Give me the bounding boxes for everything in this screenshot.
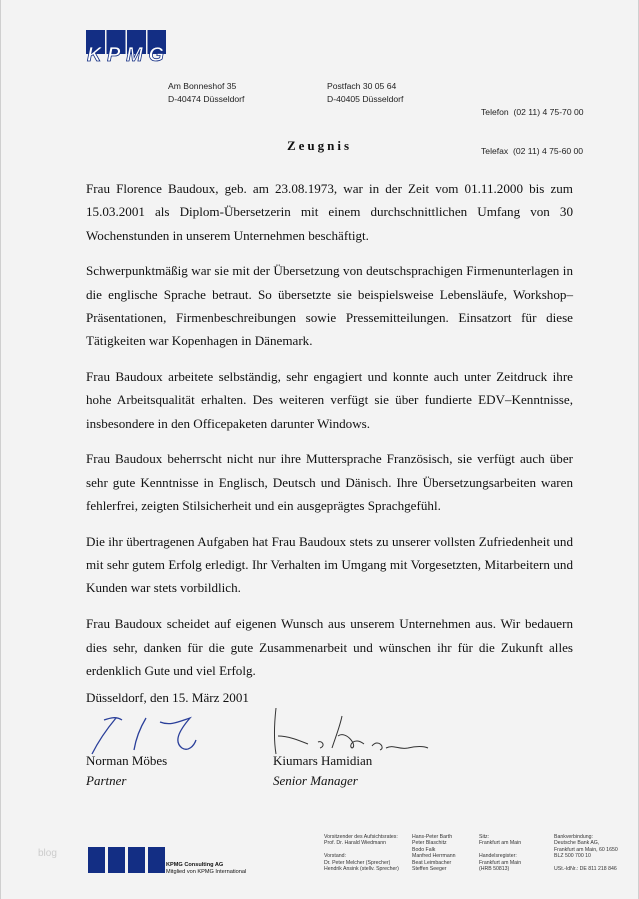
footer-line: USt.-IdNr.: DE 811 218 846 [554,866,617,873]
footer-company [166,862,246,876]
signatory-2 [273,751,372,791]
phone-line: Telefon (02 11) 4 75-70 00 [481,107,584,117]
footer-line: Hendrik Ansink (stellv. Sprecher) [324,866,399,873]
footer-line: Bodo Falk [412,846,436,853]
footer-line: Frankfurt am Main [479,840,522,847]
footer-line: Deutsche Bank AG, [554,840,600,847]
street-address [168,80,244,106]
postbox-line: D-40405 Düsseldorf [327,94,404,104]
postbox-line: Postfach 30 05 64 [327,81,397,91]
footer-line: Handelsregister: [479,853,517,860]
footer-line: Sitz: [479,834,490,840]
footer-line: Bankverbindung: [554,834,593,840]
signatory-role: Senior Manager [273,773,358,788]
svg-text:KPMG: KPMG [87,44,164,64]
footer-line: Frankfurt am Main, 60 1650 [554,846,618,853]
document-title: Zeugnis [286,138,353,153]
address-line: Am Bonneshof 35 [168,81,237,91]
signatory-name: Kiumars Hamidian [273,753,373,768]
paragraph: Schwerpunktmäßig war sie mit der Übersetzung von deutschsprachigen Firmenunterlagen in die englische Sprache betraut. So übersetzte sie beispielsweise Lebensläufe, Workshop–Präsentationen, Firmenbeschreibungen sowie Pressemitteilungen. Einsatzort für diese Tätigkeiten war Kopenhagen in Dänemark. [86,263,573,349]
company-name: KPMG Consulting AG [166,862,224,868]
fax-line: Telefax (02 11) 4 75-60 00 [481,146,584,156]
paragraph: Frau Florence Baudoux, geb. am 23.08.1973, war in der Zeit vom 01.11.2000 bis zum 15.03.2001 als Diplom-Übersetzerin mit einem durchschnittlichen Umfang von 30 Wochenstunden in unserem Unternehmen beschäftigt. [86,181,573,243]
footer-names [412,834,456,872]
company-membership: Mitglied von KPMG International [166,869,247,875]
contact-numbers [481,80,584,171]
footer-line: BLZ 500 700 10 [554,853,591,860]
signatory-name: Norman Möbes [86,753,168,768]
paragraph: Frau Baudoux arbeitete selbständig, sehr engagiert und konnte auch unter Zeitdruck ihre hohe Arbeitsqualität erhalten. Des weiteren verfügt sie über fundierte EDV–Kenntnisse, insbesondere in den Officepaketen darunter Windows. [86,369,573,431]
paragraph: Die ihr übertragenen Aufgaben hat Frau Baudoux stets zu unserer vollsten Zufriedenheit und mit sehr gutem Erfolg erledigt. Ihr Verhalten im Umgang mit Vorgesetzten, Mitarbeitern und Kunden war stets vorbildlich. [86,533,573,596]
paragraph: Frau Baudoux scheidet auf eigenen Wunsch aus unserem Unternehmen aus. Wir bedauern dies sehr, danken für die gute Zusammenarbeit und wünschen ihr für die Zukunft alles erdenklich Gute und viel Erfolg. [86,616,573,678]
date-line: Düsseldorf, den 15. März 2001 [86,690,249,705]
kpmg-logo [86,30,166,64]
footer-line: Frankfurt am Main [479,859,522,866]
footer-line: Manfred Herrmann [412,853,456,860]
signatory-1 [86,751,167,791]
page-edge-left [0,0,1,899]
footer-bank [554,834,618,872]
footer-line: Dr. Peter Melcher (Sprecher) [324,859,391,866]
footer-board [324,834,399,872]
footer-seat [479,834,521,872]
postbox-address [327,80,403,106]
paragraph: Frau Baudoux beherrscht nicht nur ihre Muttersprache Französisch, sie verfügt auch über sehr gute Kenntnisse in Englisch, Deutsch und Dänisch. Ihre Übersetzungsarbeiten waren fehlerfrei, zeigten Stilsicherheit und ein ausgeprägtes Sprachgefühl. [86,451,573,514]
watermark: blog [38,848,57,859]
footer-logo-blocks [88,847,165,873]
footer-line: Beat Leimbacher [412,859,452,866]
footer-line: Vorstand: [324,853,346,860]
footer-line: Hans-Peter Barth [412,834,453,840]
signatory-role: Partner [86,773,127,788]
footer-line: Steffen Seeger [412,866,447,873]
document-body [86,177,573,695]
footer-line: Vorsitzender des Aufsichtsrates: [324,834,398,840]
footer-line: Prof. Dr. Harald Wiedmann [324,840,386,847]
footer-line: Peter Blaschitz [412,840,447,847]
footer-line: (HRB 50813) [479,866,510,873]
address-line: D-40474 Düsseldorf [168,94,245,104]
